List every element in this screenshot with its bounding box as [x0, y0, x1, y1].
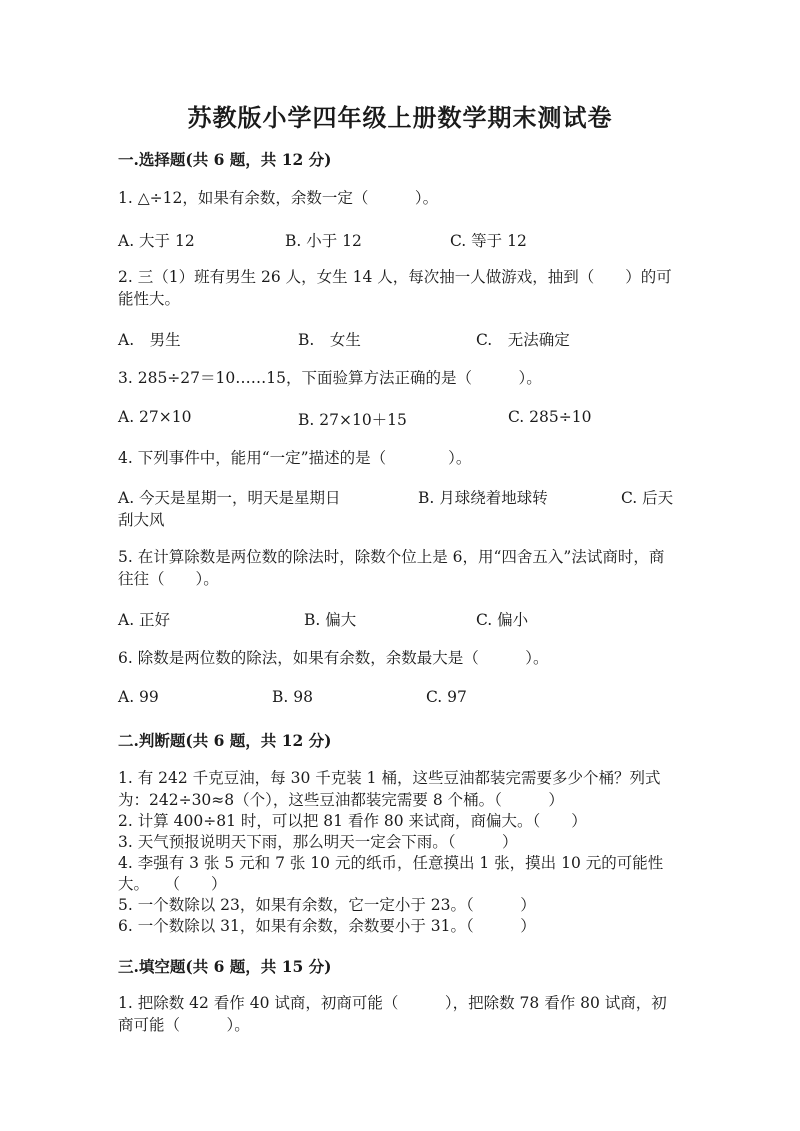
question-line: 6. 一个数除以 31，如果有余数，余数要小于 31。（ ）	[118, 917, 536, 935]
question-text: 2. 三（1）班有男生 26 人，女生 14 人，每次抽一人做游戏，抽到（ ）的可能性大。	[118, 268, 672, 308]
option-a: A. 大于 12	[118, 232, 195, 250]
option-c: C. 无法确定	[476, 331, 570, 349]
question-line: 1. 有 242 千克豆油，每 30 千克装 1 桶，这些豆油都装完需要多少个桶？列式	[118, 769, 661, 787]
page-title: 苏教版小学四年级上册数学期末测试卷	[187, 103, 613, 132]
question-line: 3. 天气预报说明天下雨，那么明天一定会下雨。（ ）	[118, 833, 518, 851]
option-b: B. 女生	[298, 331, 361, 349]
section-heading-judgement: 二.判断题(共 6 题，共 12 分)	[118, 731, 332, 750]
option-b: B. 98	[272, 688, 313, 706]
option-b: B. 27×10＋15	[298, 411, 407, 429]
section-heading-choice: 一.选择题(共 6 题，共 12 分)	[118, 150, 332, 169]
option-a: A. 99	[118, 688, 159, 706]
question-line: 为：242÷30≈8（个），这些豆油都装完需要 8 个桶。（ ）	[118, 791, 564, 809]
option-b: B. 小于 12	[285, 232, 362, 250]
option-a: A. 27×10	[118, 408, 192, 426]
option-b: B. 月球绕着地球转	[418, 489, 548, 507]
option-a: A. 男生	[118, 331, 181, 349]
question-line: 4. 李强有 3 张 5 元和 7 张 10 元的纸币，任意摸出 1 张，摸出 10 元的可能性	[118, 854, 664, 872]
question-text: 6. 除数是两位数的除法，如果有余数，余数最大是（ ）。	[118, 649, 549, 667]
question-line: 2. 计算 400÷81 时，可以把 81 看作 80 来试商，商偏大。（ ）	[118, 812, 587, 830]
option-c: C. 偏小	[476, 611, 529, 629]
question-line: 5. 一个数除以 23，如果有余数，它一定小于 23。（ ）	[118, 896, 536, 914]
question-text: 3. 285÷27＝10……15，下面验算方法正确的是（ ）。	[118, 369, 542, 387]
option-a: A. 正好	[118, 611, 171, 629]
option-b: B. 偏大	[304, 611, 357, 629]
question-text: 5. 在计算除数是两位数的除法时，除数个位上是 6，用“四舍五入”法试商时，商往往（ ）。	[118, 548, 665, 588]
option-c: C. 后天	[621, 489, 674, 507]
option-c: C. 等于 12	[450, 232, 527, 250]
section-heading-fill-blank: 三.填空题(共 6 题，共 15 分)	[118, 957, 332, 976]
option-a: A. 今天是星期一，明天是星期日	[118, 489, 341, 507]
question-text: 1. △÷12，如果有余数，余数一定（ ）。	[118, 189, 439, 207]
question-text: 1. 把除数 42 看作 40 试商，初商可能（ ），把除数 78 看作 80 试商，初商可能（ ）。	[118, 994, 667, 1034]
question-line: 大。 （ ）	[118, 875, 227, 893]
question-text: 4. 下列事件中，能用“一定”描述的是（ ）。	[118, 449, 472, 467]
option-c-continued: 刮大风	[118, 511, 165, 529]
option-c: C. 285÷10	[508, 408, 592, 426]
option-c: C. 97	[426, 688, 467, 706]
